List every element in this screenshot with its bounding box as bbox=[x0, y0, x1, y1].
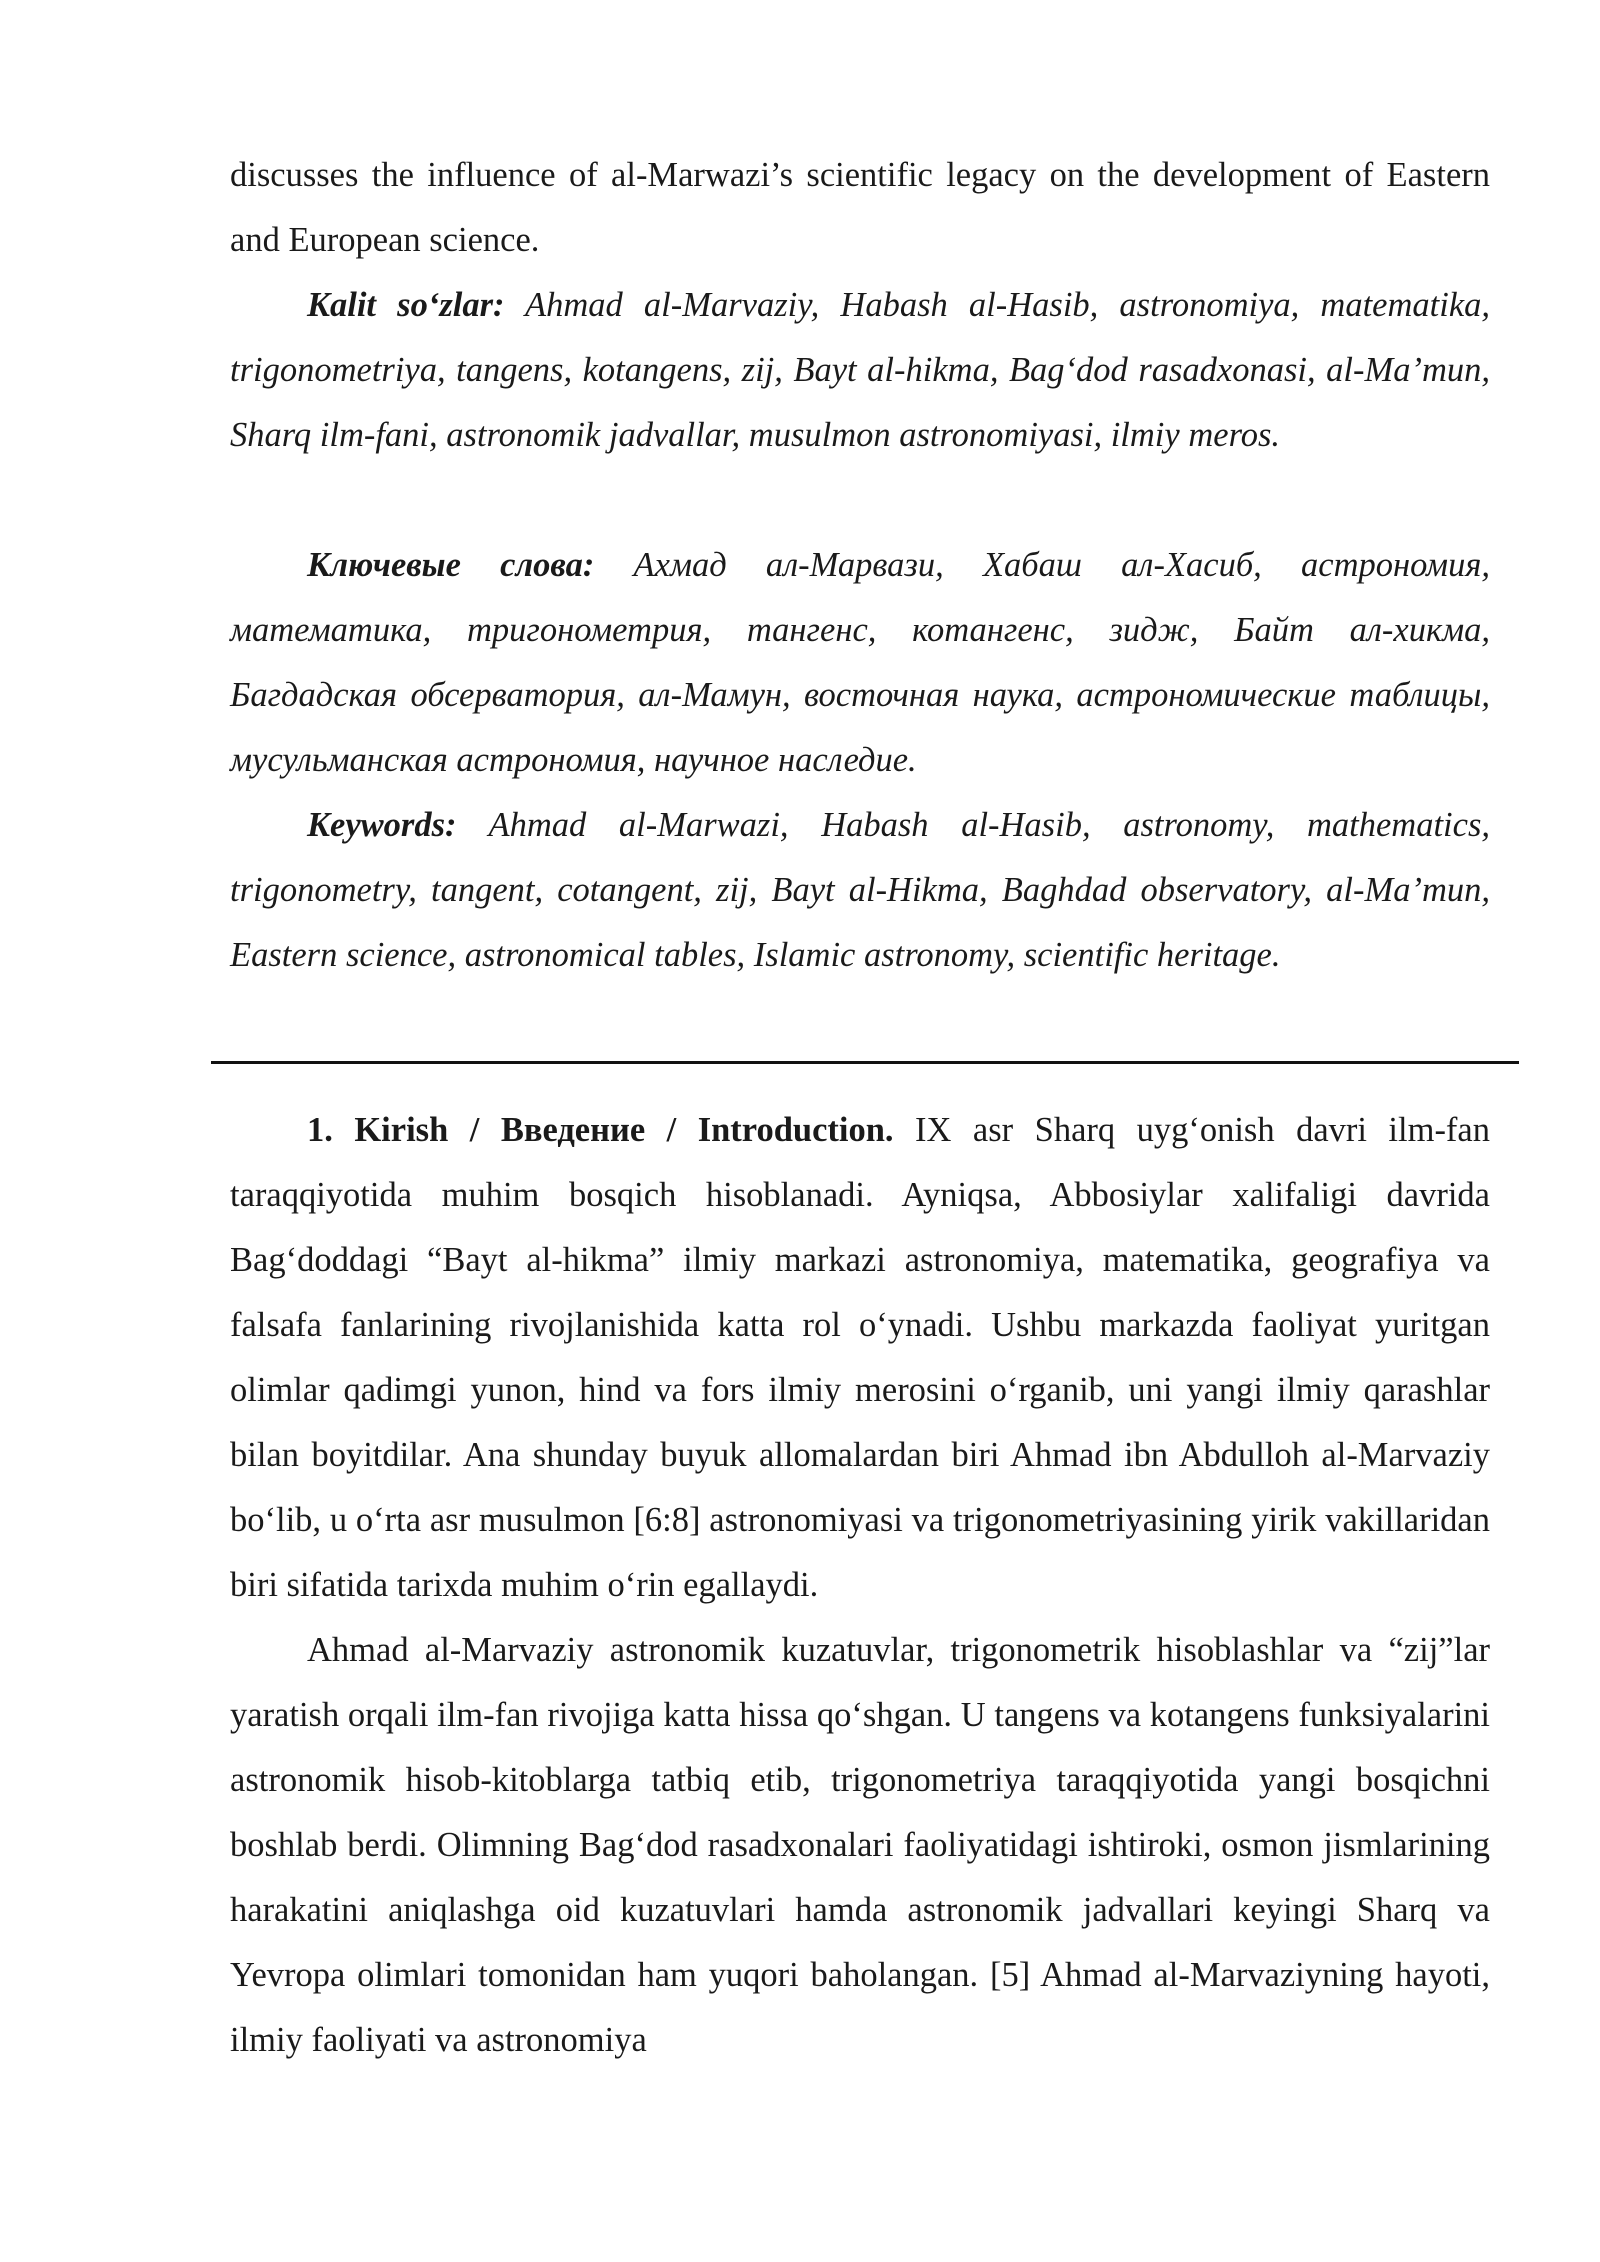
introduction-text: IX asr Sharq uyg‘onish davri ilm-fan taraqqiyotida muhim bosqich hisoblanadi. Ayniqsa, Abbosiylar xalifaligi davrida Bag‘doddagi “Bayt al-hikma” ilmiy markazi astronomiya, matematika, geografiya va falsafa fanlarining rivojlanishida katta rol o‘ynadi. Ushbu markazda faoliyat yuritgan olimlar qadimgi yunon, hind va fors ilmiy merosini o‘rganib, uni yangi ilmiy qarashlar bilan boyitdilar. Ana shunday buyuk allomalardan biri Ahmad ibn Abdulloh al-Marvaziy bo‘lib, u o‘rta asr musulmon [6:8] astronomiyasi va trigonometriyasining yirik vakillaridan biri sifatida tarixda muhim o‘rin egallaydi. bbox=[230, 1111, 1490, 1604]
keywords-uzbek-paragraph bbox=[230, 273, 1490, 468]
section-heading: 1. Kirish / Введение / Introduction. bbox=[307, 1111, 894, 1149]
keywords-english-text: Ahmad al-Marwazi, Habash al-Hasib, astronomy, mathematics, trigonometry, tangent, cotangent, zij, Bayt al-Hikma, Baghdad observatory, al-Ma’mun, Eastern science, astronomical tables, Islamic astronomy, scientific heritage. bbox=[230, 806, 1490, 974]
introduction-paragraph bbox=[230, 1098, 1490, 1618]
keywords-russian-label: Ключевые слова: bbox=[307, 546, 595, 584]
body-paragraph-2: Ahmad al-Marvaziy astronomik kuzatuvlar, trigonometrik hisoblashlar va “zij”lar yaratish orqali ilm-fan rivojiga katta hissa qo‘shgan. U tangens va kotangens funksiyalarini astronomik hisob-kitoblarga tatbiq etib, trigonometriya taraqqiyotida yangi bosqichni boshlab berdi. Olimning Bag‘dod rasadxonalari faoliyatidagi ishtiroki, osmon jismlarining harakatini aniqlashga oid kuzatuvlari hamda astronomik jadvallari keyingi Sharq va Yevropa olimlari tomonidan ham yuqori baholangan. [5] Ahmad al-Marvaziyning hayoti, ilmiy faoliyati va astronomiya bbox=[230, 1631, 1490, 2059]
keywords-uzbek-text: Ahmad al-Marvaziy, Habash al-Hasib, astronomiya, matematika, trigonometriya, tangens, kotangens, zij, Bayt al-hikma, Bag‘dod rasadxonasi, al-Ma’mun, Sharq ilm-fani, astronomik jadvallar, musulmon astronomiyasi, ilmiy meros. bbox=[230, 286, 1491, 454]
keywords-english-label: Keywords: bbox=[307, 806, 457, 844]
keywords-russian-paragraph bbox=[230, 533, 1490, 793]
keywords-uzbek-label: Kalit so‘zlar: bbox=[307, 286, 505, 324]
keywords-english-paragraph bbox=[230, 793, 1490, 988]
keywords-russian-text: Ахмад ал-Марвази, Хабаш ал-Хасиб, астрономия, математика, тригонометрия, тангенс, котангенс, зидж, Байт ал-хикма, Багдадская обсерватория, ал-Мамун, восточная наука, астрономические таблицы, мусульманская астрономия, научное наследие. bbox=[230, 546, 1490, 779]
abstract-end-paragraph: discusses the influence of al-Marwazi’s scientific legacy on the development of Eastern and European science. bbox=[230, 156, 1490, 259]
section-divider-line bbox=[211, 1061, 1519, 1064]
